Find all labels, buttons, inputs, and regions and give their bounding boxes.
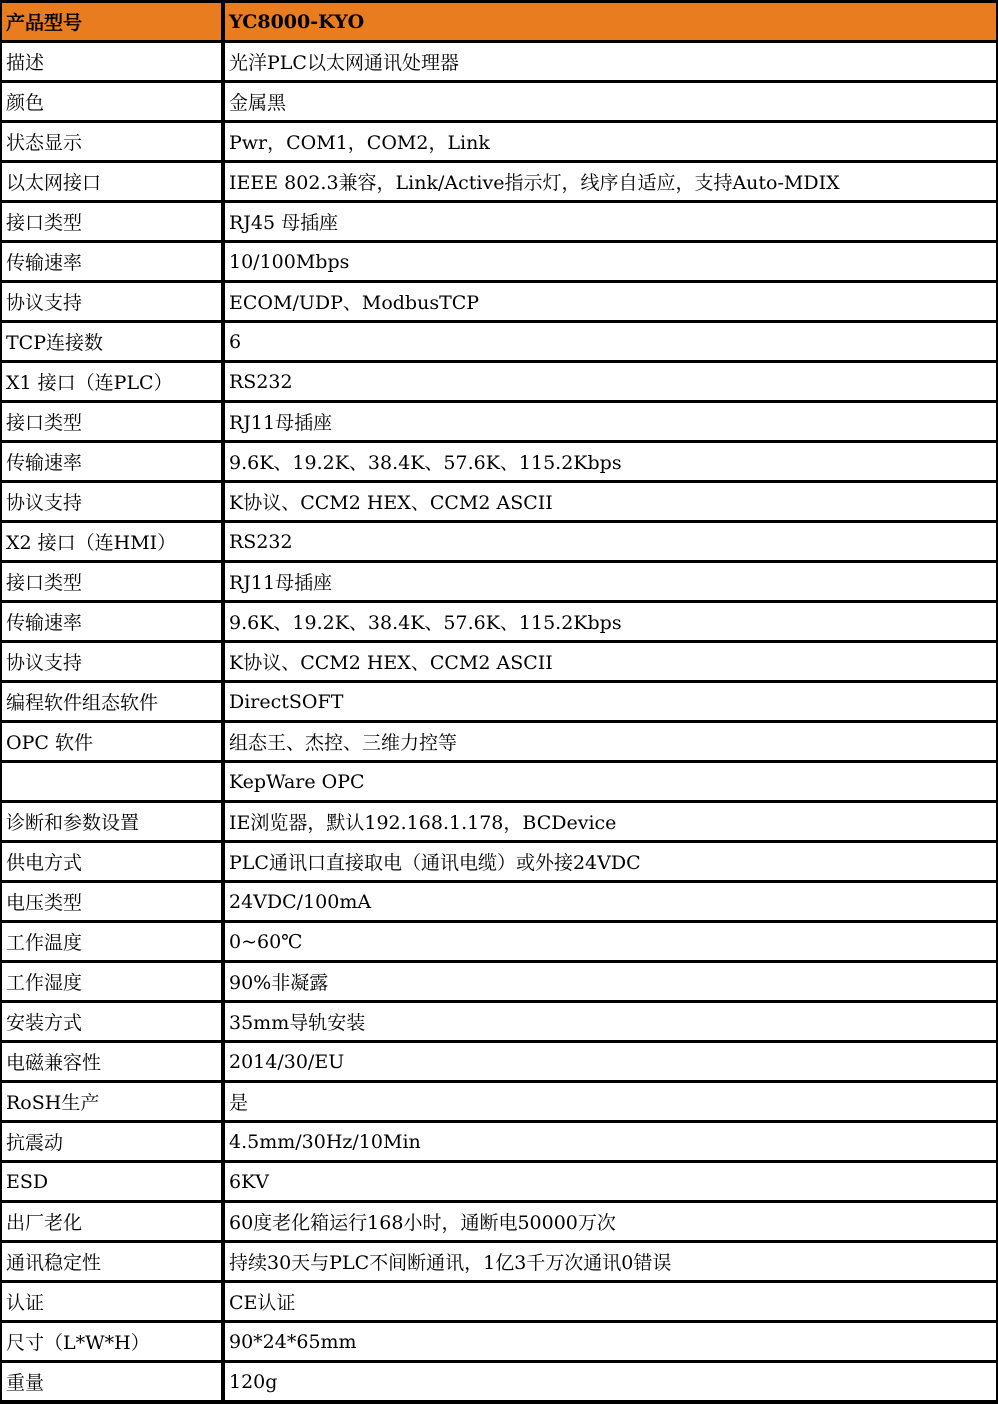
table-row	[2, 843, 996, 880]
spec-value-cell: 90*24*65mm	[225, 1323, 996, 1360]
spec-label-cell: 编程软件组态软件	[2, 683, 221, 720]
spec-value-cell: PLC通讯口直接取电（通讯电缆）或外接24VDC	[225, 843, 996, 880]
spec-value-cell: RJ11母插座	[225, 403, 996, 440]
spec-value-cell: RS232	[225, 363, 996, 400]
spec-value-cell: IEEE 802.3兼容，Link/Active指示灯，线序自适应，支持Auto-MDIX	[225, 163, 996, 200]
spec-label-cell: 协议支持	[2, 283, 221, 320]
table-row	[2, 723, 996, 760]
table-row	[2, 563, 996, 600]
spec-label-cell: 工作湿度	[2, 963, 221, 1000]
spec-label-cell: TCP连接数	[2, 323, 221, 360]
table-row	[2, 1203, 996, 1240]
spec-value-cell: RS232	[225, 523, 996, 560]
table-row	[2, 1163, 996, 1200]
spec-value-cell: RJ11母插座	[225, 563, 996, 600]
table-row	[2, 123, 996, 160]
spec-label-cell: 出厂老化	[2, 1203, 221, 1240]
header-label-cell: 产品型号	[2, 3, 221, 40]
table-row	[2, 1083, 996, 1120]
table-row	[2, 163, 996, 200]
table-row	[2, 963, 996, 1000]
header-value-cell: YC8000-KYO	[225, 3, 996, 40]
table-row	[2, 1003, 996, 1040]
spec-value-cell: 6KV	[225, 1163, 996, 1200]
table-header-row	[2, 3, 996, 40]
spec-label-cell: 传输速率	[2, 243, 221, 280]
spec-label-cell: 协议支持	[2, 643, 221, 680]
spec-label-cell: 电压类型	[2, 883, 221, 920]
spec-label-cell: 重量	[2, 1363, 221, 1400]
spec-value-cell: 60度老化箱运行168小时，通断电50000万次	[225, 1203, 996, 1240]
spec-value-cell: 90%非凝露	[225, 963, 996, 1000]
table-row	[2, 643, 996, 680]
spec-value-cell: 9.6K、19.2K、38.4K、57.6K、115.2Kbps	[225, 443, 996, 480]
spec-label-cell: 接口类型	[2, 563, 221, 600]
spec-value-cell: 10/100Mbps	[225, 243, 996, 280]
spec-label-cell: 协议支持	[2, 483, 221, 520]
table-row	[2, 1323, 996, 1360]
spec-label-cell: 传输速率	[2, 603, 221, 640]
table-row	[2, 83, 996, 120]
table-row	[2, 203, 996, 240]
table-row	[2, 883, 996, 920]
spec-value-cell: 持续30天与PLC不间断通讯，1亿3千万次通讯0错误	[225, 1243, 996, 1280]
spec-label-cell: OPC 软件	[2, 723, 221, 760]
table-row	[2, 1283, 996, 1320]
spec-label-cell: 颜色	[2, 83, 221, 120]
spec-value-cell: 120g	[225, 1363, 996, 1400]
spec-value-cell: 4.5mm/30Hz/10Min	[225, 1123, 996, 1160]
spec-label-cell: 接口类型	[2, 203, 221, 240]
table-row	[2, 1043, 996, 1080]
table-row	[2, 283, 996, 320]
spec-value-cell: K协议、CCM2 HEX、CCM2 ASCII	[225, 483, 996, 520]
spec-value-cell: 光洋PLC以太网通讯处理器	[225, 43, 996, 80]
table-row	[2, 43, 996, 80]
spec-value-cell: 9.6K、19.2K、38.4K、57.6K、115.2Kbps	[225, 603, 996, 640]
spec-label-cell: 尺寸（L*W*H）	[2, 1323, 221, 1360]
spec-value-cell: 组态王、杰控、三维力控等	[225, 723, 996, 760]
spec-label-cell: 抗震动	[2, 1123, 221, 1160]
spec-label-cell: ESD	[2, 1163, 221, 1200]
spec-value-cell: ECOM/UDP、ModbusTCP	[225, 283, 996, 320]
spec-label-cell: 以太网接口	[2, 163, 221, 200]
spec-value-cell: K协议、CCM2 HEX、CCM2 ASCII	[225, 643, 996, 680]
spec-value-cell: IE浏览器，默认192.168.1.178，BCDevice	[225, 803, 996, 840]
spec-value-cell: Pwr，COM1，COM2，Link	[225, 123, 996, 160]
table-row	[2, 483, 996, 520]
table-row	[2, 243, 996, 280]
spec-value-cell: 35mm导轨安装	[225, 1003, 996, 1040]
spec-value-cell: 2014/30/EU	[225, 1043, 996, 1080]
table-row	[2, 683, 996, 720]
table-row	[2, 363, 996, 400]
table-row	[2, 803, 996, 840]
spec-label-cell: 安装方式	[2, 1003, 221, 1040]
spec-value-cell: RJ45 母插座	[225, 203, 996, 240]
spec-value-cell: 0~60℃	[225, 923, 996, 960]
spec-value-cell: KepWare OPC	[225, 763, 996, 800]
spec-value-cell: 24VDC/100mA	[225, 883, 996, 920]
spec-label-cell: 接口类型	[2, 403, 221, 440]
spec-label-cell: 传输速率	[2, 443, 221, 480]
spec-label-cell: RoSH生产	[2, 1083, 221, 1120]
table-body	[2, 43, 996, 1400]
table-row	[2, 403, 996, 440]
spec-label-cell: 通讯稳定性	[2, 1243, 221, 1280]
spec-value-cell: 是	[225, 1083, 996, 1120]
spec-label-cell: 状态显示	[2, 123, 221, 160]
spec-value-cell: CE认证	[225, 1283, 996, 1320]
table-row	[2, 603, 996, 640]
spec-value-cell: 金属黑	[225, 83, 996, 120]
spec-label-cell: 认证	[2, 1283, 221, 1320]
spec-label-cell: 诊断和参数设置	[2, 803, 221, 840]
table-row	[2, 1243, 996, 1280]
spec-label-cell: 描述	[2, 43, 221, 80]
spec-label-cell: X1 接口（连PLC）	[2, 363, 221, 400]
table-row	[2, 1123, 996, 1160]
spec-label-cell	[2, 763, 221, 800]
table-row	[2, 1363, 996, 1400]
spec-label-cell: X2 接口（连HMI）	[2, 523, 221, 560]
table-row	[2, 523, 996, 560]
spec-value-cell: 6	[225, 323, 996, 360]
spec-label-cell: 工作温度	[2, 923, 221, 960]
spec-label-cell: 电磁兼容性	[2, 1043, 221, 1080]
spec-label-cell: 供电方式	[2, 843, 221, 880]
table-row	[2, 323, 996, 360]
spec-value-cell: DirectSOFT	[225, 683, 996, 720]
table-row	[2, 923, 996, 960]
table-row	[2, 443, 996, 480]
table-row	[2, 763, 996, 800]
